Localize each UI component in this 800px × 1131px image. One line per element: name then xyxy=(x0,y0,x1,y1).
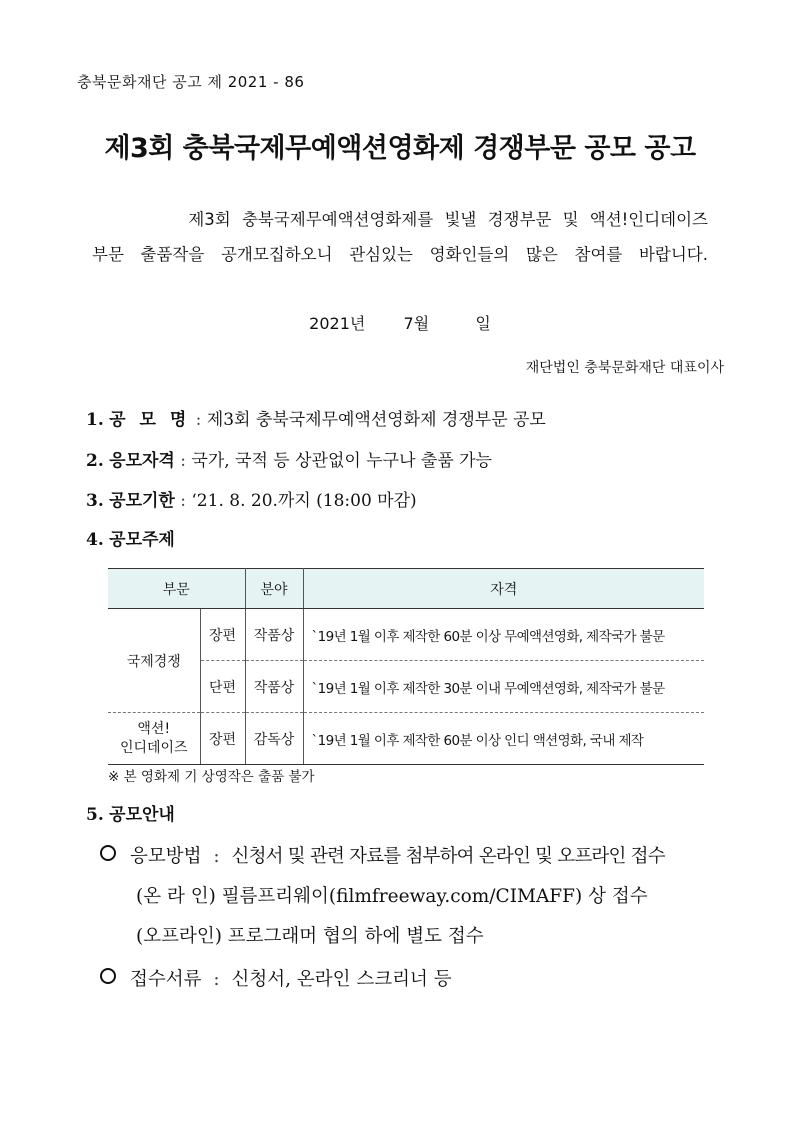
circle-bullet-icon xyxy=(100,845,116,861)
header-qualification: 자격 xyxy=(303,569,704,609)
item-label: 공모주제 xyxy=(109,530,175,550)
header-field: 분야 xyxy=(245,569,303,609)
item-deadline xyxy=(86,486,417,511)
item-value: ‘21. 8. 20.까지 (18:00 마감) xyxy=(191,491,417,511)
cell-qualification: `19년 1월 이후 제작한 60분 이상 인디 액션영화, 국내 제작 xyxy=(303,713,704,765)
table-row xyxy=(108,609,704,661)
docs-label: 접수서류 xyxy=(130,969,202,990)
guide-online: (온 라 인) 필름프리웨이(filmfreeway.com/CIMAFF) 상 접수 xyxy=(136,886,648,907)
guide-offline: (오프라인) 프로그래머 협의 하에 별도 접수 xyxy=(136,926,484,947)
item-contest-name xyxy=(86,405,546,430)
item-value: 국가, 국적 등 상관없이 누구나 출품 가능 xyxy=(191,451,492,471)
date-month: 7월 xyxy=(403,314,430,333)
section-line-1: 액션! xyxy=(137,720,171,737)
cell-length: 단편 xyxy=(200,661,245,713)
item-separator: : xyxy=(195,410,202,430)
item-value: 제3회 충북국제무예액션영화제 경쟁부문 공모 xyxy=(206,410,546,430)
document-number: 충북문화재단 공고 제 2021 - 86 xyxy=(77,73,305,91)
date-day: 일 xyxy=(475,314,491,333)
item-number: 3. xyxy=(86,491,104,511)
item-label: 응모자격 xyxy=(109,451,175,471)
circle-bullet-icon xyxy=(100,968,116,984)
item-eligibility xyxy=(86,446,492,471)
item-number: 5. xyxy=(86,805,104,825)
method-value: 신청서 및 관련 자료를 첨부하여 온라인 및 오프라인 접수 xyxy=(231,846,665,867)
header-section: 부문 xyxy=(108,569,245,609)
method-separator: : xyxy=(213,846,220,867)
item-separator: : xyxy=(180,491,186,511)
cell-qualification: `19년 1월 이후 제작한 30분 이내 무예액션영화, 제작국가 불문 xyxy=(303,661,704,713)
docs-value: 신청서, 온라인 스크리너 등 xyxy=(231,969,452,990)
cell-award: 작품상 xyxy=(245,661,303,713)
competition-table xyxy=(108,568,704,765)
cell-section: 국제경쟁 xyxy=(108,609,200,713)
item-label: 공모안내 xyxy=(109,805,175,825)
page-title: 제3회 충북국제무예액션영화제 경쟁부문 공모 공고 xyxy=(104,133,696,164)
date-year: 2021년 xyxy=(309,314,366,333)
item-label: 공모기한 xyxy=(109,491,175,511)
intro-line-1: 제3회 충북국제무예액션영화제를 빛낼 경쟁부문 및 액션!인디데이즈 xyxy=(188,210,708,229)
item-number: 4. xyxy=(86,530,104,550)
item-separator: : xyxy=(180,451,186,471)
table-header-row xyxy=(108,569,704,609)
table-row xyxy=(108,713,704,765)
announcement-date xyxy=(0,311,800,334)
cell-section xyxy=(108,713,200,765)
cell-award: 작품상 xyxy=(245,609,303,661)
intro-line-2: 부문 출품작을 공개모집하오니 관심있는 영화인들의 많은 참여를 바랍니다. xyxy=(92,245,708,264)
section-line-2: 인디데이즈 xyxy=(119,739,188,756)
method-label: 응모방법 xyxy=(130,846,202,867)
cell-qualification: `19년 1월 이후 제작한 60분 이상 무예액션영화, 제작국가 불문 xyxy=(303,609,704,661)
cell-award: 감독상 xyxy=(245,713,303,765)
cell-length: 장편 xyxy=(200,609,245,661)
guide-documents xyxy=(100,965,452,991)
table-note: ※ 본 영화제 기 상영작은 출품 불가 xyxy=(108,769,315,785)
item-label: 공 모 명 xyxy=(109,410,191,430)
item-theme xyxy=(86,525,175,550)
item-guide xyxy=(86,800,175,825)
item-number: 2. xyxy=(86,451,104,471)
item-number: 1. xyxy=(86,410,104,430)
issuer: 재단법인 충북문화재단 대표이사 xyxy=(525,360,724,376)
cell-length: 장편 xyxy=(200,713,245,765)
docs-separator: : xyxy=(213,969,220,990)
guide-method xyxy=(100,842,665,868)
